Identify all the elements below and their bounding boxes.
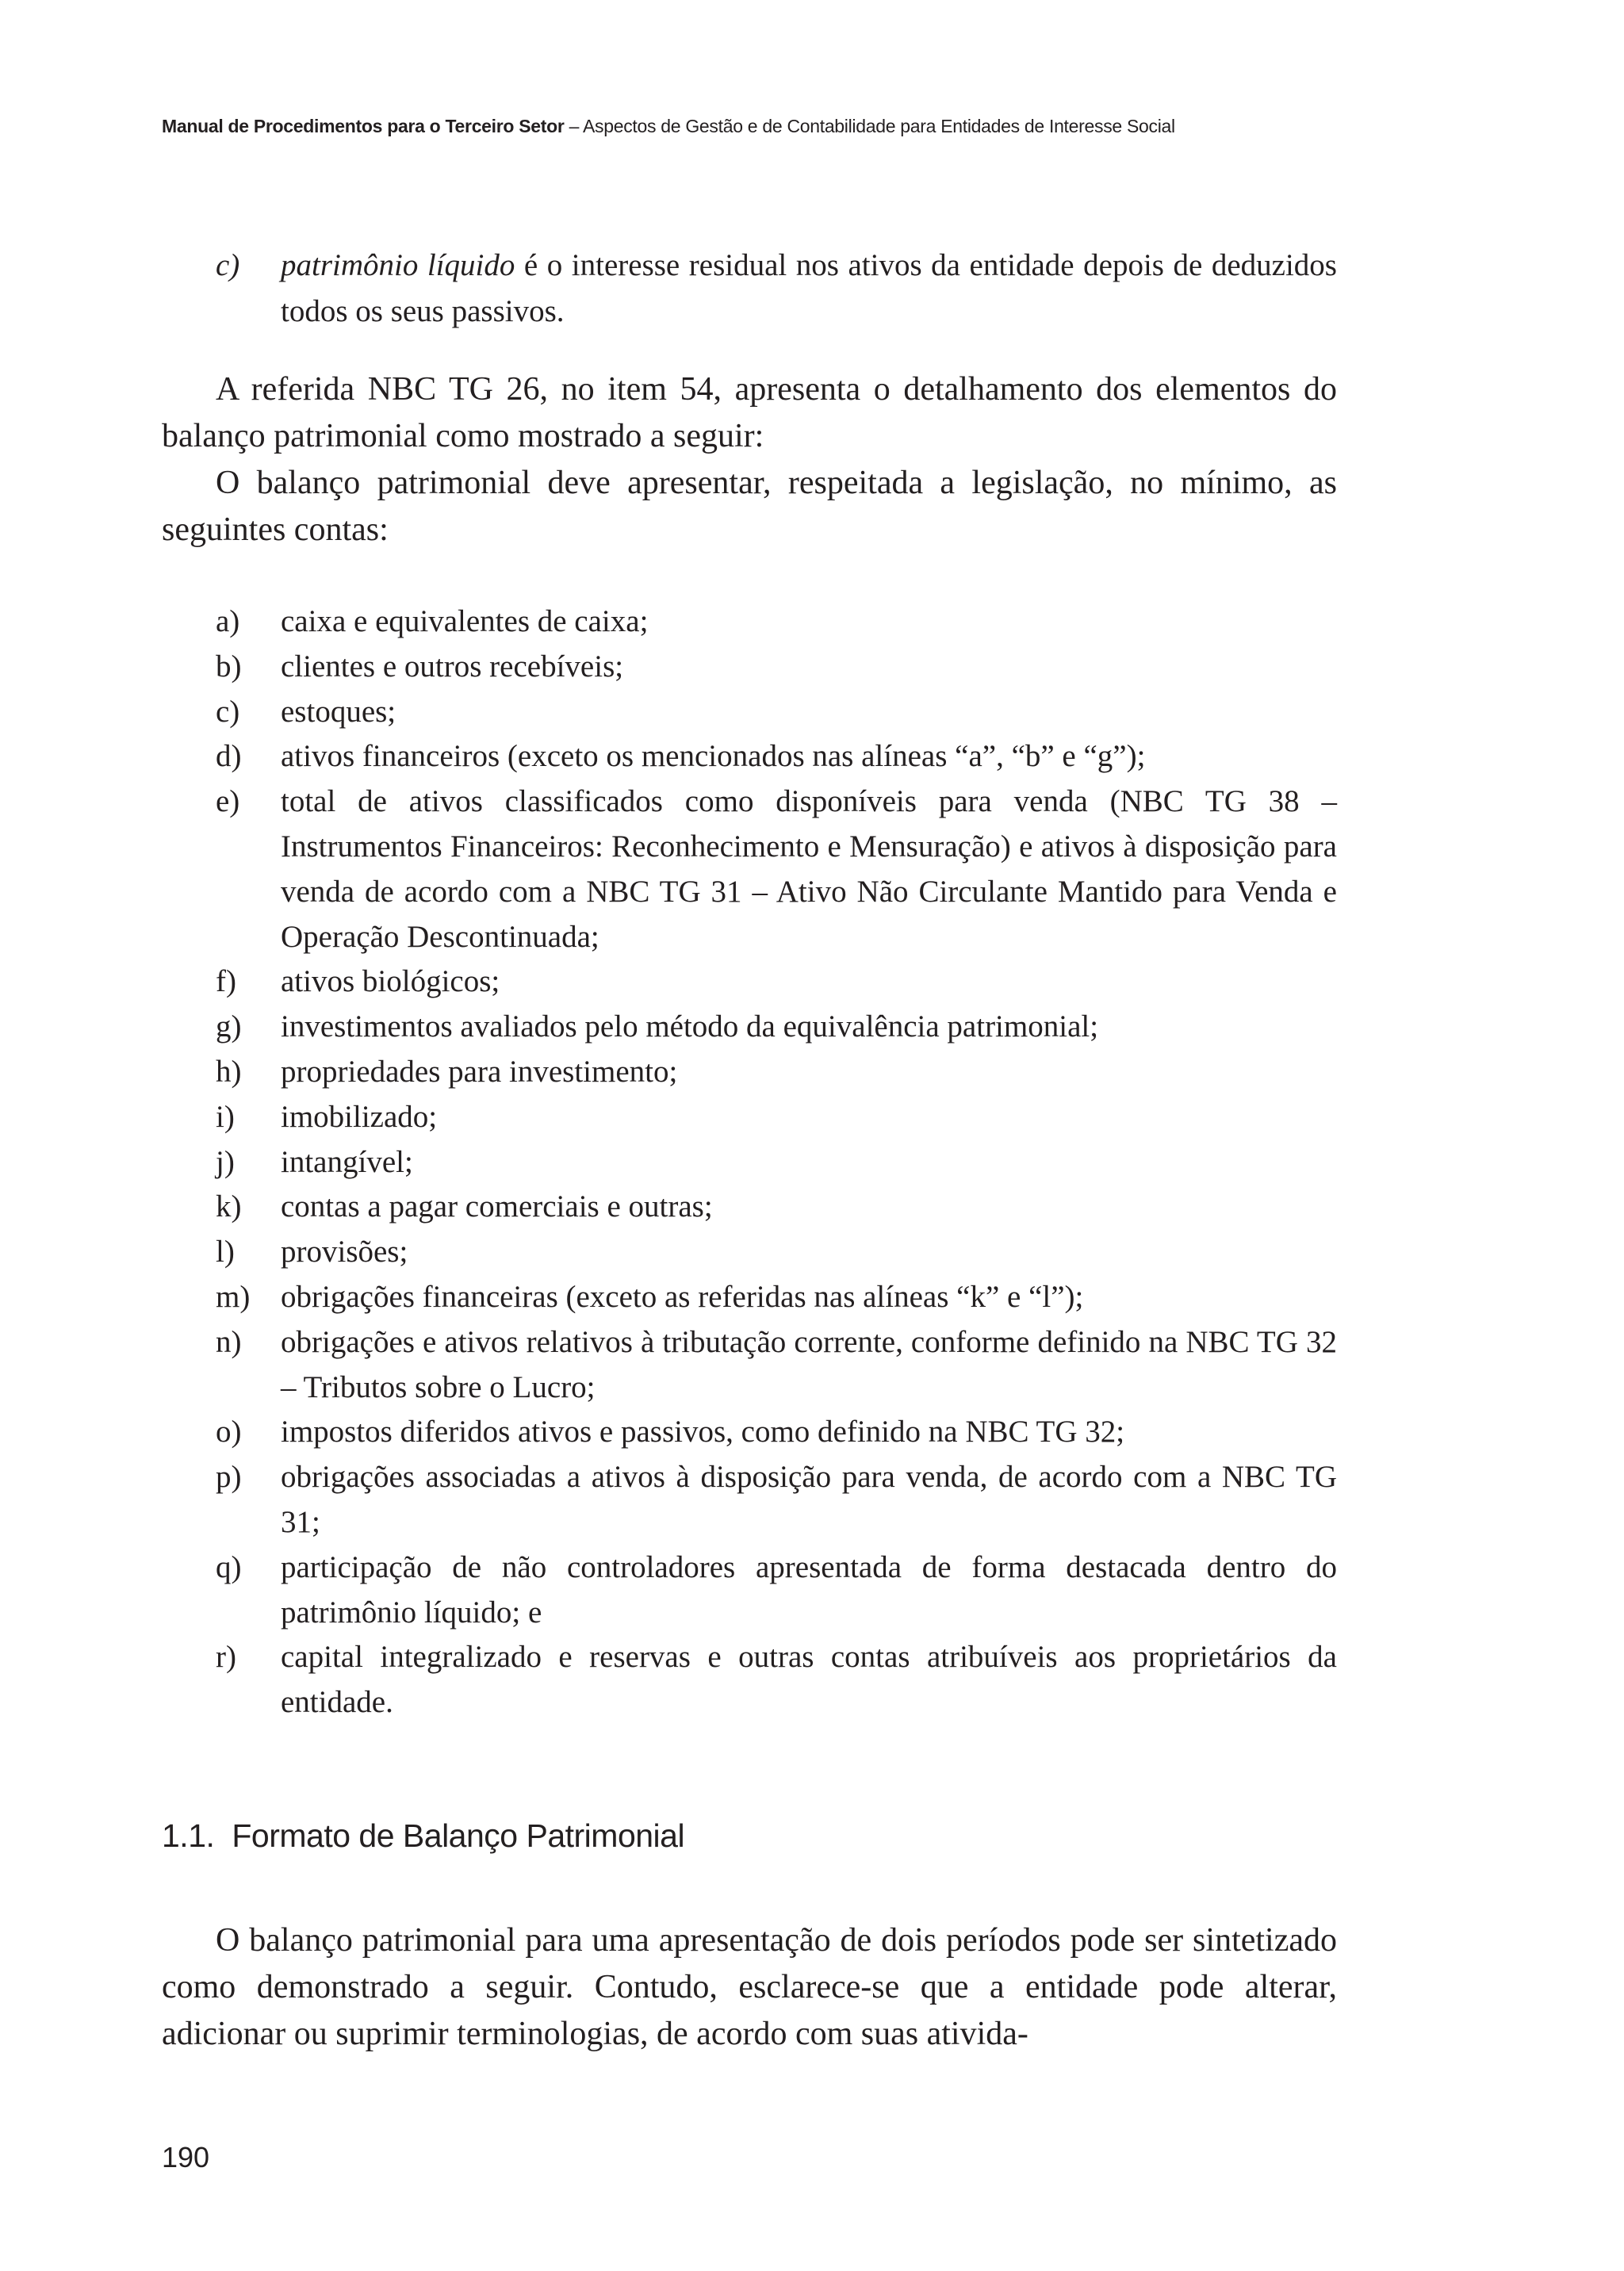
list-item-text: ativos financeiros (exceto os mencionados nas alíneas “a”, “b” e “g”); <box>281 739 1146 774</box>
list-item <box>162 1230 1337 1275</box>
list-item-text: clientes e outros recebíveis; <box>281 649 624 684</box>
definition-body: é o interesse residual nos ativos da entidade depois de deduzidos todos os seus passivos. <box>281 248 1337 328</box>
list-item-text: imobilizado; <box>281 1099 438 1134</box>
list-item <box>162 779 1337 959</box>
list-item-label: a) <box>216 604 240 638</box>
list-item-label: q) <box>216 1549 242 1584</box>
list-item-label: l) <box>216 1235 235 1270</box>
list-item-text: total de ativos classificados como disponíveis para venda (NBC TG 38 – Instrumentos Financeiros: Reconhecimento e Mensuração) e ativos à disposição para venda de acordo com a NBC TG 31 – Ativo Não Circulante Mantido para Venda e Operação Descontinuada; <box>281 784 1337 954</box>
list-item-text: obrigações financeiras (exceto as referidas nas alíneas “k” e “l”); <box>281 1279 1084 1314</box>
list-item <box>162 1050 1337 1095</box>
body-paragraph-1: A referida NBC TG 26, no item 54, apresenta o detalhamento dos elementos do balanço patrimonial como mostrado a seguir: <box>162 371 1337 454</box>
list-item-label: e) <box>216 784 240 819</box>
list-item-text: propriedades para investimento; <box>281 1054 678 1089</box>
list-item-text: provisões; <box>281 1235 408 1270</box>
list-item <box>162 1185 1337 1230</box>
definition-label: c) <box>216 248 240 282</box>
list-item-label: i) <box>216 1099 235 1134</box>
list-item-label: o) <box>216 1415 242 1450</box>
list-item-text: capital integralizado e reservas e outras contas atribuíveis aos proprietários da entidade. <box>281 1640 1337 1720</box>
list-item <box>162 1320 1337 1411</box>
list-item-text: ativos biológicos; <box>281 964 500 999</box>
list-item-label: d) <box>216 739 242 774</box>
body-paragraph-2: O balanço patrimonial deve apresentar, respeitada a legislação, no mínimo, as seguintes contas: <box>162 465 1337 548</box>
list-item-label: n) <box>216 1324 242 1359</box>
list-item-text: impostos diferidos ativos e passivos, como definido na NBC TG 32; <box>281 1415 1125 1450</box>
list-item <box>162 599 1337 645</box>
list-item-text: participação de não controladores apresentada de forma destacada dentro do patrimônio líquido; e <box>281 1549 1337 1630</box>
definition-item <box>162 243 1337 335</box>
list-item-text: intangível; <box>281 1144 413 1179</box>
list-item-label: h) <box>216 1054 242 1089</box>
list-item-label: c) <box>216 694 240 729</box>
list-item-text: estoques; <box>281 694 396 729</box>
page-number: 190 <box>162 2141 210 2173</box>
list-item <box>162 959 1337 1005</box>
list-item-label: b) <box>216 649 242 684</box>
list-item-label: j) <box>216 1144 235 1179</box>
list-item <box>162 1095 1337 1140</box>
list-item-text: investimentos avaliados pelo método da equivalência patrimonial; <box>281 1009 1099 1044</box>
list-item <box>162 1275 1337 1320</box>
section-number: 1.1. <box>162 1817 215 1854</box>
list-item-label: m) <box>216 1279 251 1314</box>
section-heading <box>162 1817 684 1855</box>
list-item <box>162 1410 1337 1455</box>
list-item-text: caixa e equivalentes de caixa; <box>281 604 649 638</box>
book-title: Manual de Procedimentos para o Terceiro Setor <box>162 116 565 136</box>
list-item <box>162 1455 1337 1545</box>
list-item-label: r) <box>216 1640 236 1675</box>
list-item <box>162 1140 1337 1185</box>
section-title: Formato de Balanço Patrimonial <box>232 1817 685 1854</box>
list-item <box>162 734 1337 779</box>
list-item-label: g) <box>216 1009 242 1044</box>
list-item <box>162 645 1337 690</box>
list-item <box>162 1545 1337 1636</box>
list-item <box>162 1635 1337 1725</box>
list-item-text: contas a pagar comerciais e outras; <box>281 1189 713 1224</box>
accounts-list <box>162 599 1337 1725</box>
list-item-label: f) <box>216 964 236 999</box>
running-header <box>162 116 1431 137</box>
list-item <box>162 1005 1337 1050</box>
definition-term: patrimônio líquido <box>281 248 515 282</box>
list-item-label: p) <box>216 1460 242 1495</box>
closing-paragraph: O balanço patrimonial para uma apresentação de dois períodos pode ser sintetizado como demonstrado a seguir. Contudo, esclarece-se que a entidade pode alterar, adicionar ou suprimir terminologias, de acordo com suas ativida- <box>162 1922 1337 2052</box>
list-item-text: obrigações associadas a ativos à disposição para venda, de acordo com a NBC TG 31; <box>281 1460 1337 1539</box>
list-item-text: obrigações e ativos relativos à tributação corrente, conforme definido na NBC TG 32 – Tributos sobre o Lucro; <box>281 1324 1337 1404</box>
book-subtitle: – Aspectos de Gestão e de Contabilidade para Entidades de Interesse Social <box>569 116 1175 136</box>
list-item <box>162 690 1337 735</box>
definition-text <box>281 243 1337 335</box>
list-item-label: k) <box>216 1189 242 1224</box>
